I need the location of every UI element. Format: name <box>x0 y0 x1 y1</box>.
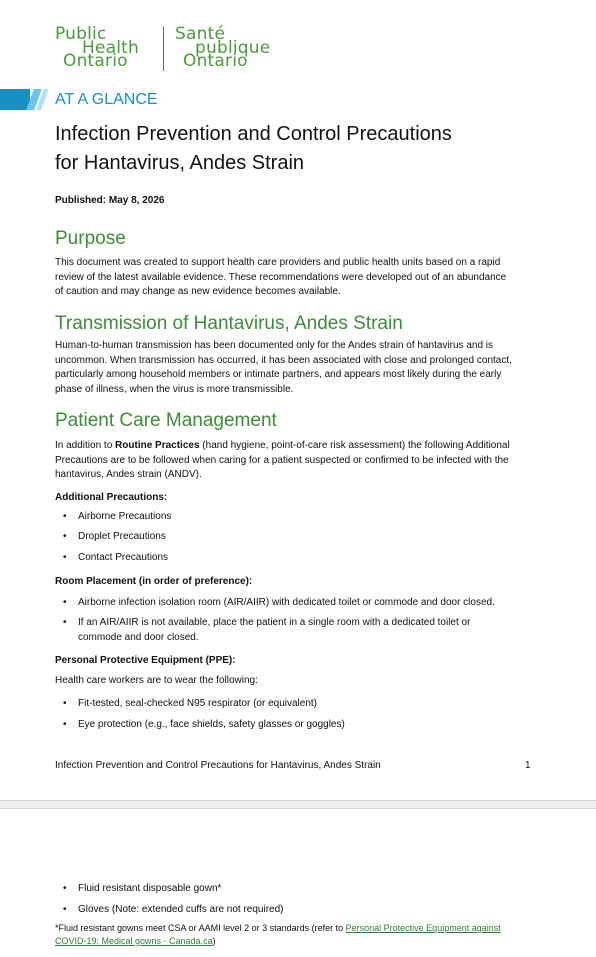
room-placement-label: Room Placement (in order of preference): <box>55 576 253 587</box>
purpose-line: of caution and may change as new evidence becomes available. <box>55 286 341 297</box>
list-item: Airborne Precautions <box>78 511 172 522</box>
list-item: Airborne infection isolation room (AIR/AIIR) with dedicated toilet or commode and door closed. <box>78 597 495 608</box>
transmission-line: Human-to-human transmission has been documented only for the Andes strain of hantavirus and is <box>55 340 494 351</box>
gowns-link[interactable]: Personal Protective Equipment against <box>345 923 501 933</box>
list-item: Fit-tested, seal-checked N95 respirator (or equivalent) <box>78 698 317 709</box>
list-item: Eye protection (e.g., face shields, safety glasses or goggles) <box>78 719 345 730</box>
intro-line-3: hantavirus, Andes strain (ANDV). <box>55 469 202 480</box>
bullet-icon: • <box>63 883 67 894</box>
routine-practices-term: Routine Practices <box>115 440 200 451</box>
bullet-icon: • <box>63 597 67 608</box>
transmission-line: uncommon. When transmission has occurred, it has been associated with close and prolonged contact, <box>55 354 512 366</box>
logo-text-fr-2: publique <box>195 38 271 58</box>
logo-text-fr-3: Ontario <box>183 51 248 71</box>
bullet-icon: • <box>63 552 67 563</box>
footnote-line-1 <box>55 922 555 935</box>
kicker: AT A GLANCE <box>55 91 158 108</box>
ppe-intro: Health care workers are to wear the following: <box>55 675 258 686</box>
list-item: Droplet Precautions <box>78 531 166 542</box>
intro-text: In addition to <box>55 440 116 451</box>
transmission-paragraph <box>55 339 541 397</box>
purpose-line: review of the latest available evidence. These recommendations were developed out of an abundance <box>55 271 507 283</box>
purpose-heading: Purpose <box>55 228 126 249</box>
gown-footnote <box>55 922 555 948</box>
logo-text-en-2: Health <box>82 38 140 58</box>
transmission-line: particularly among household members or intimate partners, and appears most likely during the early <box>55 369 502 380</box>
title-line-1: Infection Prevention and Control Precautions <box>55 123 452 145</box>
list-item: Gloves (Note: extended cuffs are not required) <box>78 904 284 915</box>
logo-divider <box>163 27 164 71</box>
logo-text-en-3: Ontario <box>63 51 128 71</box>
bullet-icon: • <box>63 617 67 628</box>
title-line-2: for Hantavirus, Andes Strain <box>55 152 305 174</box>
bullet-icon: • <box>63 511 67 522</box>
patient-care-heading: Patient Care Management <box>55 410 277 431</box>
purpose-line: This document was created to support health care providers and public health units based on a rapid <box>55 257 501 268</box>
purpose-paragraph <box>55 256 541 300</box>
bullet-icon: • <box>63 531 67 542</box>
list-item-line: If an AIR/AIIR is not available, place the patient in a single room with a dedicated toilet or <box>78 617 471 628</box>
footnote-text: *Fluid resistant gowns meet CSA or AAMI level 2 or 3 standards (refer to <box>55 923 346 933</box>
footer-title: Infection Prevention and Control Precautions for Hantavirus, Andes Strain <box>55 760 381 771</box>
document-title <box>55 120 555 178</box>
additional-precautions-label: Additional Precautions: <box>55 492 168 503</box>
ppe-label: Personal Protective Equipment (PPE): <box>55 655 236 666</box>
bullet-icon: • <box>63 719 67 730</box>
gowns-link-continued[interactable]: COVID-19: Medical gowns - Canada.ca <box>55 936 213 946</box>
intro-text: (hand hygiene, point-of-care risk assessment) the following Additional <box>199 440 510 451</box>
transmission-line: phase of illness, when the virus is more transmissible. <box>55 383 294 395</box>
list-item <box>78 616 538 645</box>
bullet-icon: • <box>63 904 67 915</box>
logo-text-en-1: Public <box>55 24 107 44</box>
patient-care-intro <box>55 439 541 483</box>
logo-text-fr-1: Santé <box>175 24 226 44</box>
published-date: Published: May 8, 2026 <box>55 195 165 206</box>
footnote-line-2 <box>55 935 555 948</box>
intro-line-1 <box>55 439 541 454</box>
list-item: Fluid resistant disposable gown* <box>78 883 222 894</box>
footnote-text: ) <box>212 936 216 946</box>
list-item-line: commode and door closed. <box>78 631 199 643</box>
page-number: 1 <box>525 760 531 771</box>
transmission-heading: Transmission of Hantavirus, Andes Strain <box>55 313 403 334</box>
bullet-icon: • <box>63 698 67 709</box>
page-break <box>0 800 596 809</box>
list-item: Contact Precautions <box>78 552 169 563</box>
intro-line-2: Precautions are to be followed when caring for a patient suspected or confirmed to be infected with the <box>55 454 509 466</box>
